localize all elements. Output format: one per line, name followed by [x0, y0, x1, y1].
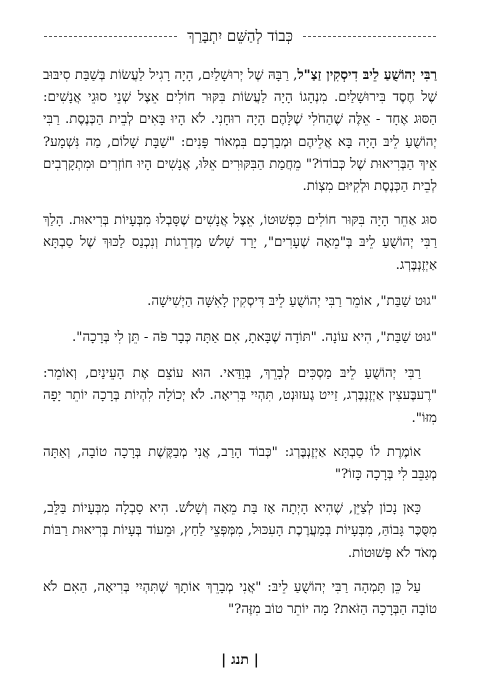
- paragraph-2: סוּג אַחֵר הָיָה בִּקּוּר חוֹלִים כִּפְשׁוּטוֹ, אֵצֶל אֲנָשִׁים שֶׁסָּבְלוּ מִבְּעָיוֹת בְּרִיאוּת. הָלַךְ רַבִּי יְהוֹשֻׁעַ לֵיבּ בְּ"מֵאָה שְׁעָרִים", יָרַד שָׁלֹשׁ מַדְרֵגוֹת וְנִכְנַס לַכּוּךְ שֶׁל סַבְתָּא אַיְזֶנְבֶּרְג.: [43, 213, 437, 273]
- paragraph-1: [43, 64, 437, 198]
- running-header: [44, 24, 436, 48]
- paragraph-3: "גוּט שַׁבַּת", אוֹמֵר רַבִּי יְהוֹשֻׁעַ לֵיבּ דִּיסְקִין לָאִשָּׁה הַיְשִׁישָׁה.: [147, 293, 437, 309]
- header-dashed-rule-left: [44, 36, 177, 37]
- article-body: [43, 64, 437, 633]
- paragraph-7: כָּאן נָכוֹן לְצַיֵּן, שֶׁהִיא הָיְתָה אָז בַּת מֵאָה וְשָׁלֹשׁ. הִיא סָבְלָה מִבְּעָיוֹת בַּלֵּב, מִסֻּכֶּר גָּבוֹהַּ, מִבְּעָיוֹת בְּמַעֲרֶכֶת הָעִכּוּל, מִמְּפְּצֵי לַחַץ, וּמֵעוֹד בְּעָיוֹת בְּרִיאוּת רַבּוֹת מְאֹד לֹא פְּשׁוּטוֹת.: [43, 501, 437, 561]
- paragraph-5: רַבִּי יְהוֹשֻׁעַ לֵיבּ מַסְכִּים לְבָרֵךְ, בְּוַדַּאי. הוּא עוֹצֵם אֶת הָעֵינַיִם, וְאוֹמֵר: "רֶעבֶּעצִין אַיְזֶנְבֶּרְג, זַייט גֶעזוּנְט, תִּהְיִי בְּרִיאָה. לֹא יְכוֹלָה לִהְיוֹת בְּרָכָה יוֹתֵר יָפָה מִזּוֹ".: [43, 366, 437, 426]
- header-dashed-rule-right: [303, 36, 436, 37]
- rabbi-name-bold: רַבִּי יְהוֹשֻׁעַ לֵיבּ דִיסְקִין זַצַ"ל: [297, 67, 437, 83]
- header-title: כְּבוֹד לְהַשֵּׁם יִתְבָּרַךְ: [187, 26, 293, 45]
- paragraph-1-text: , רַבָּהּ שֶׁל יְרוּשָׁלַיִם, הָיָה רָגִיל לַעֲשׂוֹת בְּשַׁבַּת סִיבּוּב שֶׁל חֶסֶד בִּירוּשָׁלַיִם. מִנְהָגוֹ הָיָה לַעֲשׂוֹת בִּקּוּר חוֹלִים אֵצֶל שְׁנֵי סוּגֵי אֲנָשִׁים: הַסּוּג אֶחָד - אֵלֶּה שֶׁהַחֹלִי שֶׁלָּהֶם הָיָה רוּחָנִי. לֹא הָיוּ בָּאִים לְבֵית הַכְּנֶסֶת. רַבִּי יְהוֹשֻׁעַ לֵיבּ הָיָה בָּא אֲלֵיהֶם וּמְבָרְכָם בִּמְאוֹר פָּנִים: "שַׁבָּת שָׁלוֹם, מַה נִּשְׁמָע? אֵיךְ הַבְּרִיאוּת שֶׁל כְּבוֹדוֹ?" מֵחֲמַת הַבִּקּוּרִים אֵלּוּ, אֲנָשִׁים הָיוּ חוֹזְרִים וּמִתְקָרְבִים לְבֵית הַכְּנֶסֶת וּלְקִיּוּם מִצְוֹת.: [43, 68, 437, 195]
- paragraph-8: עַל כֵּן תָּמְהָה רַבִּי יְהוֹשֻׁעַ לֵיבּ: "אֲנִי מְבָרֵךְ אוֹתָךְ שֶׁתִּהְיִי בְּרִיאָה, הַאִם לֹא טוֹבָה הַבְּרָכָה הַזֹּאת? מָה יוֹתֵר טוֹב מִזֶּה?": [43, 579, 437, 618]
- paragraph-6: אוֹמֶרֶת לוֹ סַבְתָּא אַיְזֶנְבֶּרְג: "כְּבוֹד הָרַב, אֲנִי מְבַקֶּשֶׁת בְּרָכָה טוֹבָה, וְאַתָּה מְגַבֵּב לִי בְּרָכָה כָּזוֹ?": [43, 444, 437, 483]
- paragraph-4: "גוּט שַׁבַּת", הִיא עוֹנָה. "תּוֹדָה שֶׁבָּאתָ, אִם אַתָּה כְּבָר פֹּה - תֵּן לִי בְּרָכָה".: [72, 330, 437, 346]
- page-number: | תנג |: [221, 652, 259, 668]
